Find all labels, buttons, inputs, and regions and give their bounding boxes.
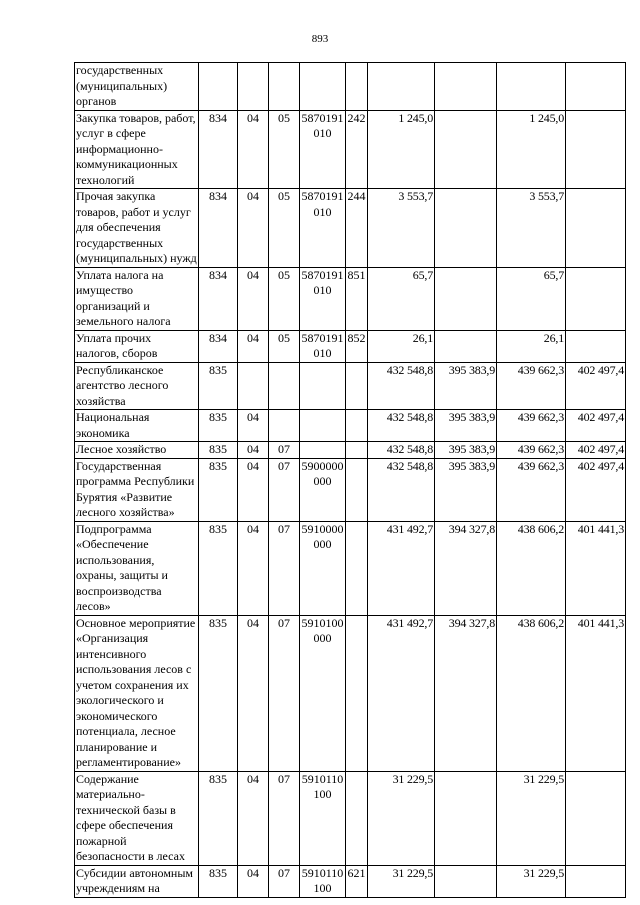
- cell-amount-4: 401 441,3: [566, 521, 626, 615]
- cell-amount-1: 432 548,8: [368, 410, 435, 442]
- cell-expense-type: 851: [346, 267, 368, 330]
- cell-subsection-code: 07: [269, 458, 300, 521]
- cell-amount-3: 439 662,3: [497, 362, 566, 410]
- cell-amount-2: 395 383,9: [435, 458, 497, 521]
- cell-amount-2: [435, 63, 497, 111]
- table-row: [75, 771, 626, 865]
- cell-section-code: 04: [238, 189, 269, 268]
- cell-name: Государственная программа Республики Бурятия «Развитие лесного хозяйства»: [75, 458, 199, 521]
- cell-name: Уплата прочих налогов, сборов: [75, 330, 199, 362]
- cell-expense-type: 244: [346, 189, 368, 268]
- cell-amount-2: 394 327,8: [435, 615, 497, 771]
- table-row: [75, 63, 626, 111]
- cell-name: Основное мероприятие «Организация интенсивного использования лесов с учетом сохранения их экологического и экономического потенциала, лесное планирование и регламентирование»: [75, 615, 199, 771]
- cell-amount-3: 439 662,3: [497, 410, 566, 442]
- cell-amount-2: [435, 267, 497, 330]
- cell-amount-1: 432 548,8: [368, 442, 435, 459]
- cell-ministry-code: 835: [199, 410, 238, 442]
- table-row: [75, 442, 626, 459]
- cell-section-code: 04: [238, 110, 269, 189]
- cell-ministry-code: 834: [199, 189, 238, 268]
- cell-ministry-code: 834: [199, 110, 238, 189]
- cell-amount-4: [566, 267, 626, 330]
- table-row: [75, 521, 626, 615]
- budget-table: [74, 62, 626, 898]
- cell-section-code: 04: [238, 865, 269, 897]
- cell-ministry-code: 835: [199, 865, 238, 897]
- cell-section-code: 04: [238, 410, 269, 442]
- cell-amount-4: 401 441,3: [566, 615, 626, 771]
- cell-amount-1: 65,7: [368, 267, 435, 330]
- table-row: [75, 410, 626, 442]
- cell-ministry-code: [199, 63, 238, 111]
- cell-target-article: 5910110100: [300, 865, 346, 897]
- cell-amount-2: 395 383,9: [435, 442, 497, 459]
- table-row: [75, 362, 626, 410]
- cell-target-article: 5910000000: [300, 521, 346, 615]
- table-row: [75, 458, 626, 521]
- cell-amount-4: [566, 63, 626, 111]
- cell-target-article: [300, 362, 346, 410]
- cell-target-article: 5910110100: [300, 771, 346, 865]
- cell-expense-type: [346, 410, 368, 442]
- cell-amount-4: [566, 110, 626, 189]
- cell-ministry-code: 835: [199, 615, 238, 771]
- cell-target-article: [300, 63, 346, 111]
- cell-subsection-code: 05: [269, 330, 300, 362]
- cell-expense-type: [346, 362, 368, 410]
- cell-amount-2: 395 383,9: [435, 410, 497, 442]
- cell-section-code: 04: [238, 771, 269, 865]
- cell-ministry-code: 834: [199, 330, 238, 362]
- cell-ministry-code: 835: [199, 442, 238, 459]
- table-row: [75, 865, 626, 897]
- cell-name: Прочая закупка товаров, работ и услуг для обеспечения государственных (муниципальных) нужд: [76, 189, 197, 265]
- cell-amount-3: 65,7: [497, 267, 566, 330]
- cell-amount-3: 439 662,3: [497, 442, 566, 459]
- cell-amount-1: [368, 63, 435, 111]
- cell-target-article: [300, 442, 346, 459]
- cell-amount-1: 3 553,7: [368, 189, 435, 268]
- cell-name: Содержание материально-технической базы в сфере обеспечения пожарной безопасности в лесах: [75, 771, 199, 865]
- cell-expense-type: [346, 63, 368, 111]
- cell-target-article: 5910100000: [300, 615, 346, 771]
- cell-expense-type: [346, 615, 368, 771]
- cell-subsection-code: [269, 410, 300, 442]
- cell-section-code: 04: [238, 521, 269, 615]
- cell-amount-1: 1 245,0: [368, 110, 435, 189]
- cell-ministry-code: 835: [199, 771, 238, 865]
- cell-amount-1: 432 548,8: [368, 362, 435, 410]
- cell-subsection-code: 05: [269, 189, 300, 268]
- cell-name: Закупка товаров, работ, услуг в сфере информационно-коммуникационных технологий: [75, 110, 199, 189]
- cell-amount-4: [566, 771, 626, 865]
- cell-target-article: 5870191010: [300, 267, 346, 330]
- cell-name: Уплата налога на имущество организаций и земельного налога: [75, 267, 199, 330]
- cell-expense-type: [346, 442, 368, 459]
- cell-expense-type: 621: [346, 865, 368, 897]
- cell-section-code: [238, 63, 269, 111]
- cell-section-code: 04: [238, 330, 269, 362]
- cell-expense-type: [346, 458, 368, 521]
- cell-amount-1: 431 492,7: [368, 521, 435, 615]
- table-row: [75, 110, 626, 189]
- cell-amount-4: 402 497,4: [566, 362, 626, 410]
- cell-section-code: 04: [238, 267, 269, 330]
- cell-target-article: 5870191010: [300, 110, 346, 189]
- cell-target-article: 5870191010: [300, 189, 346, 268]
- cell-amount-4: 402 497,4: [566, 458, 626, 521]
- cell-ministry-code: 835: [199, 362, 238, 410]
- cell-amount-3: [497, 63, 566, 111]
- cell-subsection-code: 05: [269, 267, 300, 330]
- cell-subsection-code: 07: [269, 615, 300, 771]
- cell-amount-3: 1 245,0: [497, 110, 566, 189]
- cell-subsection-code: [269, 63, 300, 111]
- cell-amount-3: 3 553,7: [497, 189, 566, 268]
- cell-expense-type: 852: [346, 330, 368, 362]
- cell-amount-4: [566, 330, 626, 362]
- cell-amount-3: 438 606,2: [497, 521, 566, 615]
- cell-subsection-code: 05: [269, 110, 300, 189]
- cell-amount-2: [435, 865, 497, 897]
- table-body: [75, 63, 626, 898]
- cell-target-article: 5870191010: [301, 330, 344, 360]
- cell-subsection-code: 07: [269, 442, 300, 459]
- cell-amount-1: 31 229,5: [368, 771, 435, 865]
- cell-amount-3: 439 662,3: [497, 458, 566, 521]
- cell-name: государственных (муниципальных) органов: [75, 63, 199, 111]
- cell-section-code: 04: [238, 615, 269, 771]
- cell-amount-2: 395 383,9: [435, 362, 497, 410]
- cell-target-article: 5900000000: [300, 458, 346, 521]
- cell-name: Республиканское агентство лесного хозяйства: [75, 362, 199, 410]
- page-number: 893: [311, 33, 329, 45]
- cell-amount-2: [435, 110, 497, 189]
- cell-amount-1: 26,1: [368, 330, 435, 362]
- table-row: [75, 267, 626, 330]
- cell-amount-3: 31 229,5: [497, 865, 566, 897]
- cell-amount-1: 431 492,7: [368, 615, 435, 771]
- cell-name: Национальная экономика: [75, 410, 199, 442]
- cell-amount-1: 432 548,8: [368, 458, 435, 521]
- cell-subsection-code: 07: [269, 521, 300, 615]
- cell-amount-2: [435, 189, 497, 268]
- cell-amount-3: 26,1: [497, 330, 566, 362]
- cell-name: Подпрограмма «Обеспечение использования, охраны, защиты и воспроизводства лесов»: [75, 521, 199, 615]
- cell-amount-3: 31 229,5: [497, 771, 566, 865]
- cell-expense-type: 242: [346, 110, 368, 189]
- cell-amount-3: 438 606,2: [497, 615, 566, 771]
- cell-amount-4: [566, 865, 626, 897]
- cell-section-code: 04: [238, 442, 269, 459]
- cell-ministry-code: 835: [199, 521, 238, 615]
- cell-name: Субсидии автономным учреждениям на: [75, 865, 199, 897]
- cell-amount-2: [435, 771, 497, 865]
- cell-amount-2: [435, 330, 497, 362]
- table-row: [75, 330, 626, 362]
- table-row: [75, 189, 626, 268]
- cell-target-article: [300, 410, 346, 442]
- cell-ministry-code: 835: [199, 458, 238, 521]
- cell-section-code: [238, 362, 269, 410]
- table-row: [75, 615, 626, 771]
- cell-expense-type: [346, 521, 368, 615]
- cell-amount-1: 31 229,5: [368, 865, 435, 897]
- cell-amount-4: 402 497,4: [566, 410, 626, 442]
- cell-section-code: 04: [238, 458, 269, 521]
- cell-ministry-code: 834: [199, 267, 238, 330]
- cell-amount-4: 402 497,4: [566, 442, 626, 459]
- cell-subsection-code: 07: [269, 771, 300, 865]
- cell-amount-2: 394 327,8: [435, 521, 497, 615]
- cell-subsection-code: 07: [269, 865, 300, 897]
- cell-amount-4: [566, 189, 626, 268]
- cell-subsection-code: [269, 362, 300, 410]
- cell-name: Лесное хозяйство: [75, 442, 199, 459]
- cell-expense-type: [346, 771, 368, 865]
